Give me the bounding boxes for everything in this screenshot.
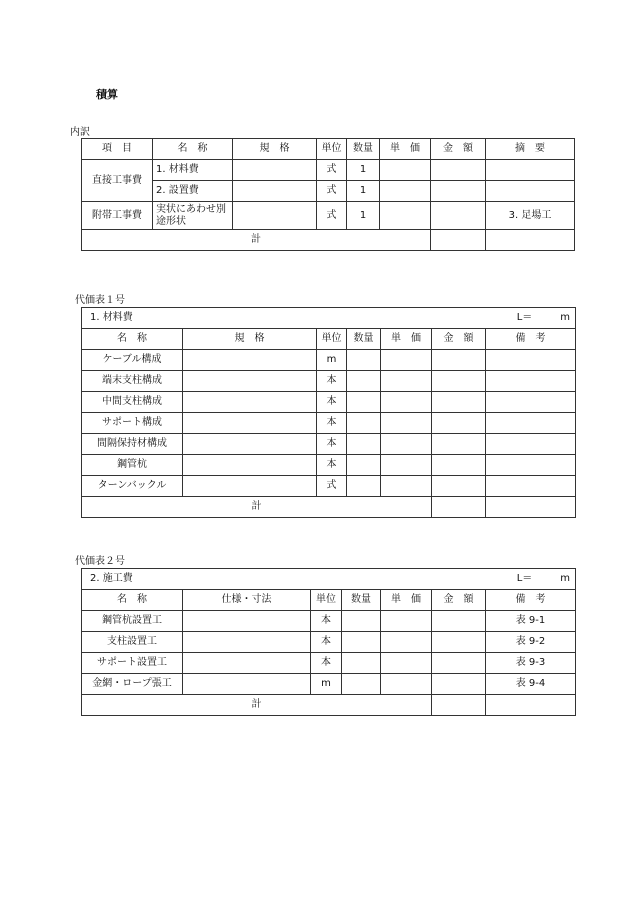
total-row [82,230,575,251]
qty-cell [347,455,381,476]
header-price: 単 価 [380,139,431,160]
total-amount [431,230,486,251]
amount-cell [432,350,486,371]
section-title: 1. 材料費 [90,312,133,324]
spec-cell [183,371,317,392]
price-cell [381,392,432,413]
length-label: L＝ [516,312,533,324]
length-unit: m [560,573,571,585]
amount-cell [432,371,486,392]
table-row [82,371,576,392]
table-row [82,674,576,695]
header-row [82,329,576,350]
name-cell: 2. 設置費 [153,181,233,202]
qty-cell [347,371,381,392]
table-row [82,434,576,455]
price-cell [381,434,432,455]
header-note: 備 考 [486,329,576,350]
name-cell: 間隔保持材構成 [82,434,183,455]
name-cell: 端末支柱構成 [82,371,183,392]
spec-cell [183,632,311,653]
header-name: 名 称 [153,139,233,160]
section-title-row [82,569,576,590]
note-cell [486,434,576,455]
name-cell: 鋼管杭設置工 [82,611,183,632]
amount-cell [431,160,486,181]
header-qty: 数量 [347,329,381,350]
name-cell: サポート構成 [82,413,183,434]
table-row [82,455,576,476]
amount-cell [432,611,486,632]
header-price: 単 価 [381,590,432,611]
unit-cell: 本 [317,413,347,434]
note-cell: 表 9-3 [486,653,576,674]
header-name: 名 称 [82,329,183,350]
table2-label: 代価表２号 [75,556,125,567]
note-cell: 表 9-4 [486,674,576,695]
header-unit: 単位 [317,329,347,350]
spec-cell [233,181,317,202]
cost-table-1 [81,307,576,518]
qty-cell [347,434,381,455]
note-cell [486,455,576,476]
spec-cell [233,202,317,230]
qty-cell: 1 [347,181,380,202]
header-unit: 単位 [317,139,347,160]
section-title-row [82,308,576,329]
header-note: 摘 要 [486,139,575,160]
name-cell: 金網・ロープ張工 [82,674,183,695]
note-cell [486,371,576,392]
price-cell [381,455,432,476]
name-cell: 実状にあわせ別途形状 [153,202,233,230]
header-name: 名 称 [82,590,183,611]
header-note: 備 考 [486,590,576,611]
unit-cell: 本 [317,392,347,413]
unit-cell: 式 [317,476,347,497]
note-cell: 表 9-2 [486,632,576,653]
spec-cell [183,413,317,434]
unit-cell: m [311,674,342,695]
price-cell [380,181,431,202]
qty-cell [347,392,381,413]
total-amount [432,695,486,716]
price-cell [381,350,432,371]
total-label: 計 [82,695,432,716]
spec-cell [183,434,317,455]
note-cell [486,392,576,413]
qty-cell [347,476,381,497]
qty-cell [342,653,381,674]
qty-cell [342,674,381,695]
qty-cell [342,611,381,632]
note-cell [486,476,576,497]
header-price: 単 価 [381,329,432,350]
note-cell [486,181,575,202]
total-row [82,695,576,716]
table-row [82,202,575,230]
total-amount [432,497,486,518]
amount-cell [432,476,486,497]
spec-cell [233,160,317,181]
amount-cell [432,392,486,413]
table-row [82,350,576,371]
amount-cell [431,202,486,230]
item-cell: 附帯工事費 [82,202,153,230]
total-note [486,695,576,716]
spec-cell [183,455,317,476]
table-row [82,653,576,674]
note-cell: 3. 足場工 [486,202,575,230]
breakdown-label: 内訳 [70,127,90,138]
table-row [82,160,575,181]
document-title: 積算 [96,88,118,101]
header-amount: 金 額 [432,329,486,350]
length-label: L＝ [516,573,533,585]
qty-cell: 1 [347,160,380,181]
amount-cell [431,181,486,202]
table-row [82,611,576,632]
total-note [486,497,576,518]
cost-table-2 [81,568,576,716]
section-title: 2. 施工費 [90,573,133,585]
amount-cell [432,674,486,695]
header-spec: 規 格 [233,139,317,160]
unit-cell: 式 [317,160,347,181]
header-item: 項 目 [82,139,153,160]
name-cell: 1. 材料費 [153,160,233,181]
total-label: 計 [82,230,431,251]
name-cell: ケーブル構成 [82,350,183,371]
header-row [82,139,575,160]
unit-cell: 式 [317,202,347,230]
item-cell: 直接工事費 [82,160,153,202]
header-row [82,590,576,611]
price-cell [380,202,431,230]
price-cell [381,476,432,497]
spec-cell [183,392,317,413]
price-cell [381,371,432,392]
unit-cell: 本 [311,632,342,653]
price-cell [380,160,431,181]
amount-cell [432,455,486,476]
amount-cell [432,434,486,455]
spec-cell [183,653,311,674]
table-row [82,392,576,413]
header-amount: 金 額 [431,139,486,160]
header-qty: 数量 [342,590,381,611]
breakdown-table [81,138,575,251]
header-unit: 単位 [311,590,342,611]
unit-cell: 本 [311,611,342,632]
table-row [82,632,576,653]
price-cell [381,632,432,653]
unit-cell: 式 [317,181,347,202]
note-cell: 表 9-1 [486,611,576,632]
price-cell [381,674,432,695]
amount-cell [432,413,486,434]
spec-cell [183,350,317,371]
header-spec: 仕様・寸法 [183,590,311,611]
name-cell: 中間支柱構成 [82,392,183,413]
amount-cell [432,653,486,674]
note-cell [486,350,576,371]
header-spec: 規 格 [183,329,317,350]
table-row [82,476,576,497]
price-cell [381,413,432,434]
total-label: 計 [82,497,432,518]
spec-cell [183,674,311,695]
header-amount: 金 額 [432,590,486,611]
total-note [486,230,575,251]
table-row [82,181,575,202]
name-cell: 鋼管杭 [82,455,183,476]
table-row [82,413,576,434]
unit-cell: 本 [311,653,342,674]
name-cell: ターンバックル [82,476,183,497]
name-cell: サポート設置工 [82,653,183,674]
note-cell [486,413,576,434]
spec-cell [183,611,311,632]
total-row [82,497,576,518]
spec-cell [183,476,317,497]
header-qty: 数量 [347,139,380,160]
unit-cell: 本 [317,434,347,455]
unit-cell: 本 [317,371,347,392]
unit-cell: 本 [317,455,347,476]
price-cell [381,653,432,674]
qty-cell: 1 [347,202,380,230]
price-cell [381,611,432,632]
name-cell: 支柱設置工 [82,632,183,653]
qty-cell [347,413,381,434]
qty-cell [347,350,381,371]
amount-cell [432,632,486,653]
unit-cell: m [317,350,347,371]
length-unit: m [560,312,571,324]
table1-label: 代価表１号 [75,295,125,306]
qty-cell [342,632,381,653]
note-cell [486,160,575,181]
